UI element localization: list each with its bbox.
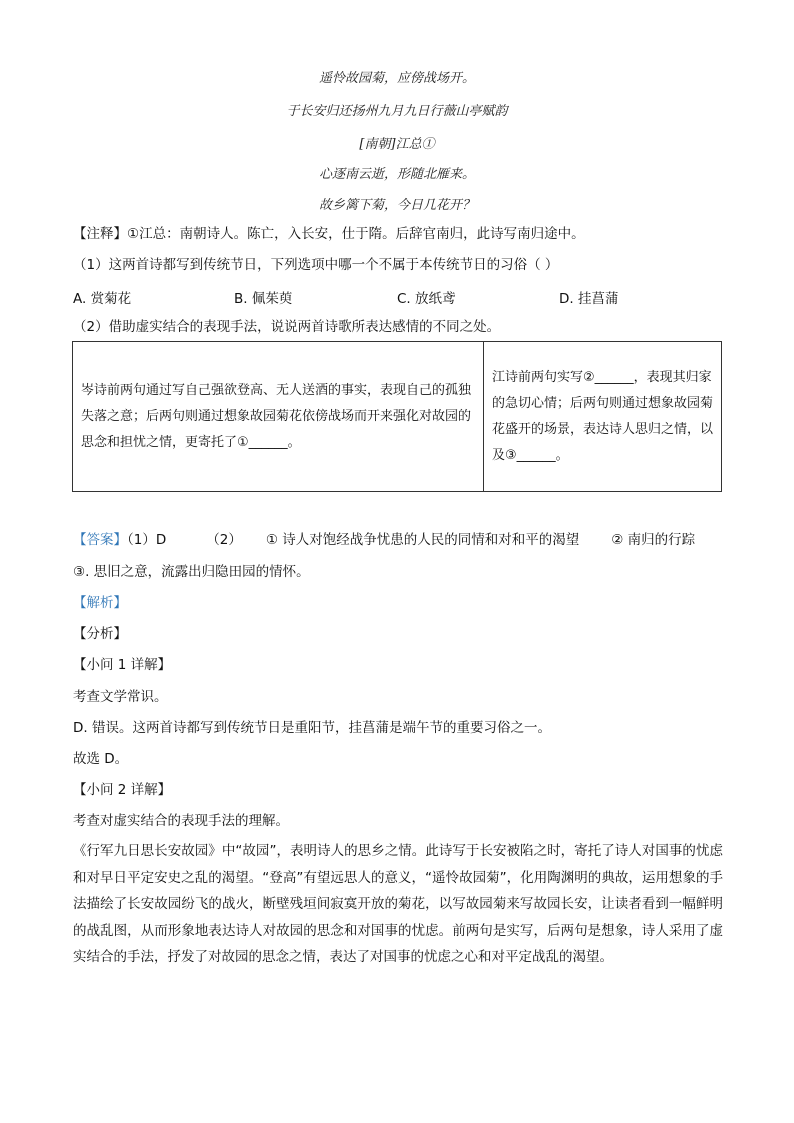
option-d: D. 挂菖蒲 [559,291,619,307]
annotation-note: 【注释】①江总：南朝诗人。陈亡，入长安，仕于隋。后辞官南归，此诗写南归途中。 [73,226,585,242]
analysis-paragraph: 《行军九日思长安故园》中“故园”，表明诗人的思乡之情。此诗写于长安被陷之时，寄托了诗人对国事的忧虑和对早日平定安史之乱的渴望。“登高”有望远思人的意义，“遥怜故园菊”，化用陶渊明的典故，运用想象的手法描绘了长安故园纷飞的战火，断壁残垣间寂寞开放的菊花，以写故园菊来写故园长安，让读者看到一幅鲜明的战乱图，从而形象地表达诗人对故园的思念和对国事的忧虑。前两句是实写，后两句是想象，诗人采用了虚实结合的手法，抒发了对故园的思念之情，表达了对国事的忧虑之心和对平定战乱的渴望。 [73,843,723,965]
answer-line [73,531,733,549]
answer-q1: （1）D [127,532,167,548]
analysis-label: 【解析】 [73,595,127,611]
question-1: （1）这两首诗都写到传统节日，下列选项中哪一个不属于本传统节日的习俗（ ） [73,257,559,273]
answer-item-2: ② 南归的行踪 [611,532,696,548]
poem-line: 心逐南云逝，形随北雁来。 [318,167,475,182]
option-a: A. 赏菊花 [73,291,132,307]
question-2: （2）借助虚实结合的表现手法，说说两首诗歌所表达感情的不同之处。 [73,319,501,335]
analysis-text: 考查对虚实结合的表现手法的理解。 [73,813,289,829]
poem-title: 于长安归还扬州九月九日行薇山亭赋韵 [286,104,508,119]
poem-line: 遥怜故园菊，应傍战场开。 [318,71,475,86]
poem-line: 故乡篱下菊，今日几花开？ [318,198,475,213]
option-c: C. 放纸鸢 [397,291,456,307]
analysis-heading: 【分析】 [73,626,127,642]
answer-label: 【答案】 [73,532,127,548]
table-cell-jiang: 江诗前两句实写②______，表现其归家的急切心情；后两句则通过想象故园菊花盛开的场景，表达诗人思归之情，以及③______。 [484,342,722,492]
analysis-text: 故选 D。 [73,751,129,767]
answer-item-3: ③. 思旧之意，流露出归隐田园的情怀。 [73,564,310,580]
comparison-table [72,341,722,492]
table-cell-cen: 岑诗前两句通过写自己强欲登高、无人送酒的事实，表现自己的孤独失落之意；后两句则通过想象故园菊花依傍战场而开来强化对故园的思念和担忧之情，更寄托了①______。 [73,342,484,492]
subquestion-2-heading: 【小问 2 详解】 [73,782,172,798]
option-b: B. 佩茱萸 [234,291,293,307]
answer-q2-prefix: （2） [206,532,242,548]
analysis-text: 考查文学常识。 [73,689,168,705]
subquestion-1-heading: 【小问 1 详解】 [73,657,172,673]
analysis-text: D. 错误。这两首诗都写到传统节日是重阳节，挂菖蒲是端午节的重要习俗之一。 [73,720,551,736]
answer-item-1: ① 诗人对饱经战争忧患的人民的同情和对和平的渴望 [265,532,580,548]
question-1-options [73,287,723,305]
poem-author: [南朝]江总① [359,137,435,152]
